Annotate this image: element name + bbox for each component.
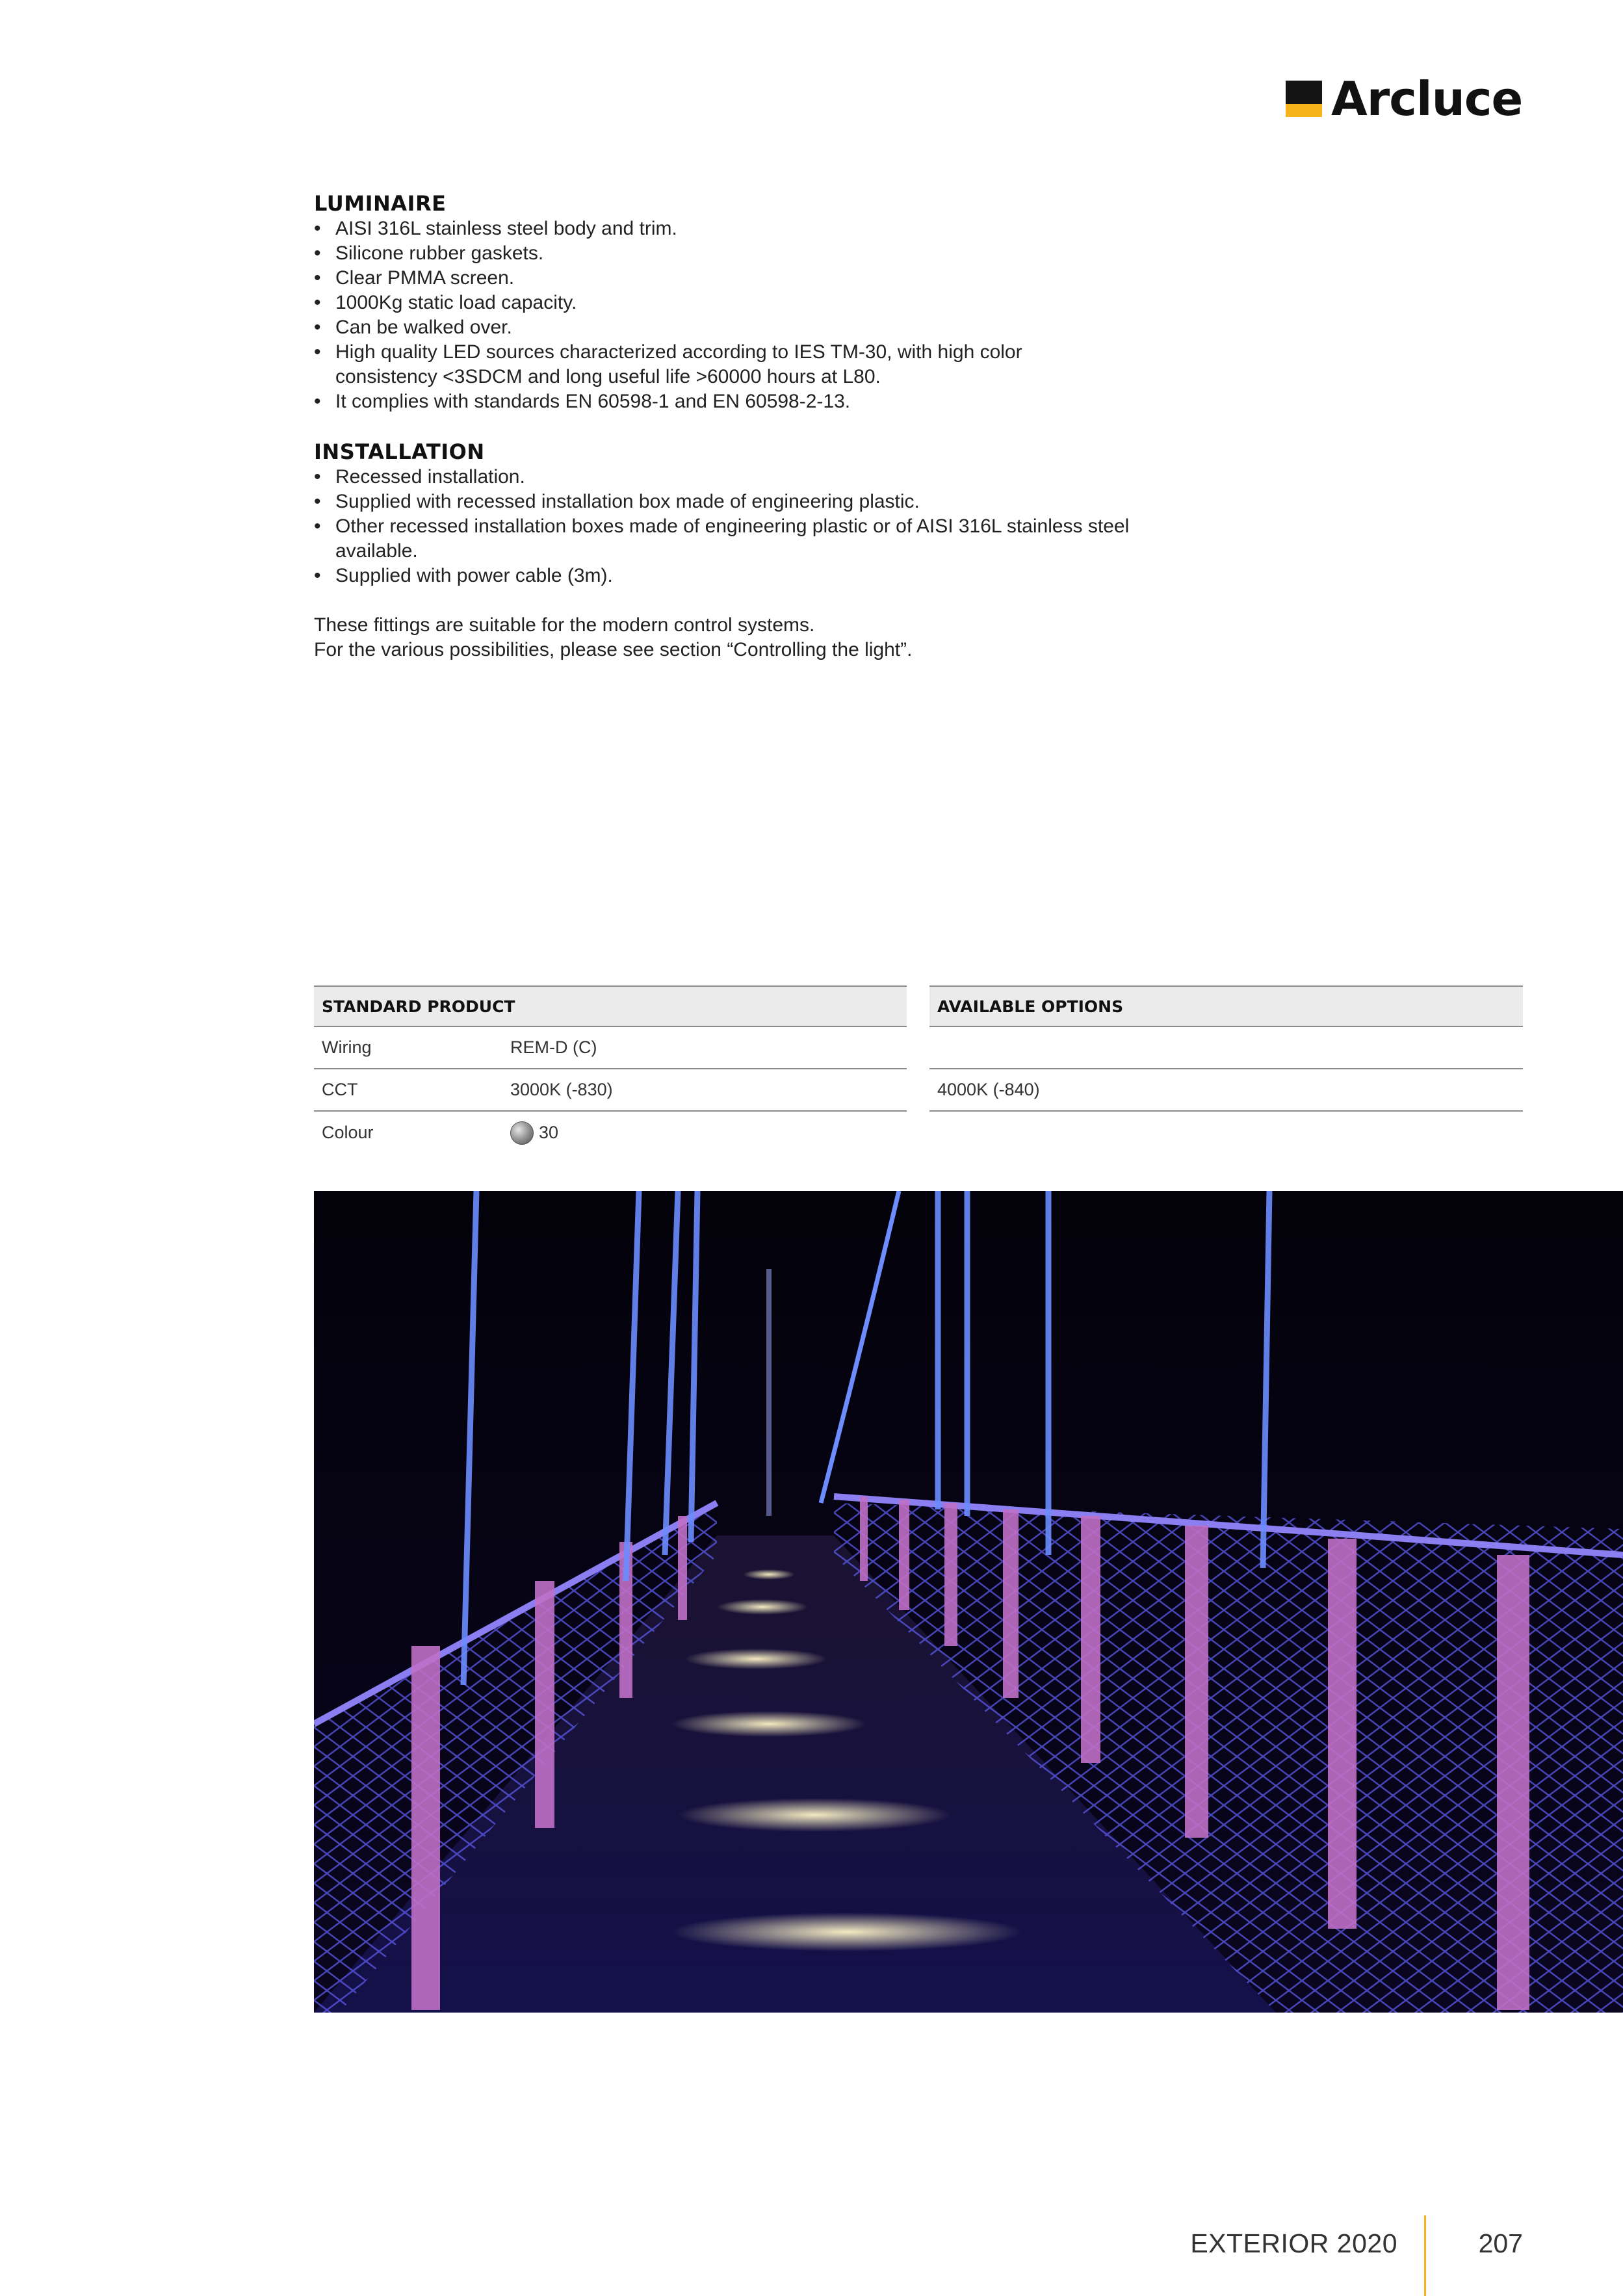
list-item: • Supplied with power cable (3m). [314,564,1159,588]
list-item: • Can be walked over. [314,315,1159,340]
luminaire-title: LUMINAIRE [314,191,447,216]
table-row [929,1069,1523,1112]
list-item: • Other recessed installation boxes made of engineering plastic or of AISI 316L stainless steel available. [314,514,1135,564]
table-row [314,1069,907,1112]
list-item: • Supplied with recessed installation box made of engineering plastic. [314,489,1159,514]
available-options-table [929,985,1523,1112]
list-item: • It complies with standards EN 60598-1 and EN 60598-2-13. [314,389,1159,414]
control-note-1: These fittings are suitable for the modern control systems. [314,614,815,636]
available-options-header: AVAILABLE OPTIONS [929,985,1523,1027]
row-value [510,1121,907,1145]
row-label: CCT [322,1080,358,1099]
logo-mark-icon [1286,81,1322,117]
row-value: 3000K (-830) [510,1080,613,1099]
bridge-photo [314,1191,1623,2013]
footer-section-label: EXTERIOR 2020 [1190,2228,1397,2258]
row-value: REM-D (C) [510,1037,597,1057]
colour-swatch-icon [510,1121,534,1145]
installation-list [314,465,1159,588]
option-value: 4000K (-840) [937,1080,1040,1099]
brand-logo [1286,73,1522,125]
row-label: Wiring [322,1037,372,1057]
standard-product-table [314,985,907,1154]
table-row [929,1027,1523,1069]
standard-product-header: STANDARD PRODUCT [314,985,907,1027]
table-row [314,1027,907,1069]
installation-title: INSTALLATION [314,439,485,464]
colour-code: 30 [539,1123,559,1142]
control-note-2: For the various possibilities, please see section “Controlling the light”. [314,639,913,660]
list-item: • AISI 316L stainless steel body and trim. [314,216,1159,241]
table-row [314,1112,907,1154]
row-label: Colour [322,1123,374,1142]
list-item: • Clear PMMA screen. [314,266,1159,291]
luminaire-list [314,216,1159,414]
list-item: • High quality LED sources characterized according to IES TM-30, with high color consistency <3SDCM and long useful life >60000 hours at L80. [314,340,1057,389]
product-description [314,190,1159,662]
list-item: • Silicone rubber gaskets. [314,241,1159,266]
footer-divider [1424,2215,1426,2296]
bridge-illustration [314,1191,1623,2013]
list-item: • 1000Kg static load capacity. [314,291,1159,315]
list-item: • Recessed installation. [314,465,1159,489]
page-number: 207 [1478,2228,1523,2258]
brand-name: Arcluce [1331,72,1523,126]
